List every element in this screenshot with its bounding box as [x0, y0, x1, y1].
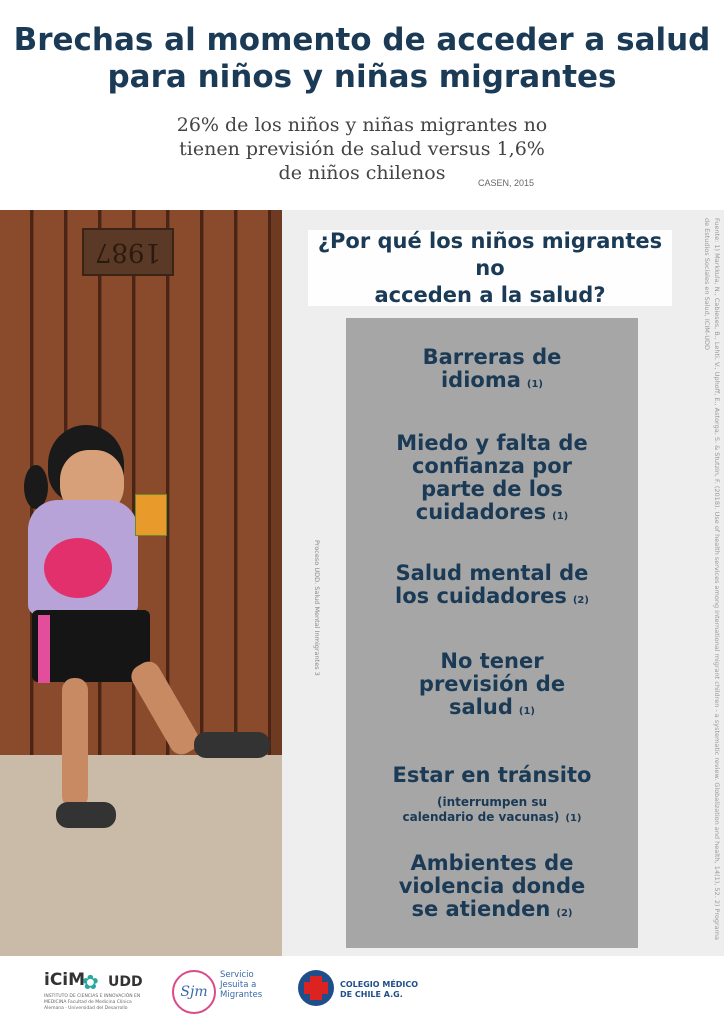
reason-text: violencia donde	[398, 874, 586, 898]
cross-horizontal	[304, 982, 328, 994]
reason-text: No tener	[440, 649, 544, 673]
colmed-line: DE CHILE A.G.	[340, 990, 403, 999]
question-box	[308, 230, 672, 306]
footer	[0, 956, 724, 1024]
colegio-medico-text	[340, 980, 418, 1000]
page-title	[0, 22, 724, 96]
reason-reference: (2)	[572, 595, 589, 606]
reason-item	[346, 346, 638, 396]
reason-reference: (1)	[552, 511, 569, 522]
reason-subtext-line: calendario de vacunas)	[402, 810, 560, 824]
source-citation: CASEN, 2015	[478, 178, 535, 188]
reason-text: los cuidadores	[395, 584, 567, 608]
reason-item	[346, 650, 638, 723]
photo-credit: Proceso UDD. Salud Mental Inmigrantes 3	[313, 540, 321, 676]
door-plank	[204, 210, 237, 770]
reason-reference: (2)	[556, 908, 573, 919]
door-number: 1987	[82, 228, 174, 276]
reason-text: salud	[449, 695, 513, 719]
juice-box	[135, 494, 167, 536]
references: Fuente: 1) Markkula, N., Cabieses, B., Lehti, V., Uphoff, E., Astorga, S. & Stutzin, F. (2018). Use of health services among international migrant children - a systematic review. Globalization and health, 14(1), 52. 2) Programa de Estudios Sociales en Salud, ICIM-UDD	[703, 218, 721, 940]
subtitle-line-3: de niños chilenos	[278, 162, 446, 184]
reason-text: cuidadores	[415, 500, 547, 524]
reason-text: confianza por	[411, 454, 573, 478]
reason-text: parte de los	[421, 477, 563, 501]
door-background	[0, 210, 282, 956]
subtitle-line-1: 26% de los niños y niñas migrantes no	[176, 114, 548, 136]
girl-shoe	[194, 732, 270, 758]
reason-text: previsión de	[418, 672, 566, 696]
reason-text: Salud mental de	[395, 561, 589, 585]
reason-reference: (1)	[518, 706, 535, 717]
clover-icon: ✿	[82, 970, 99, 994]
sjm-logo-text	[220, 970, 292, 1000]
title-line-1: Brechas al momento de acceder a salud	[13, 22, 711, 58]
reason-text: Barreras de	[422, 345, 562, 369]
colegio-medico-logo	[298, 970, 438, 1012]
sjm-line: Migrantes	[220, 990, 263, 1000]
udd-logo-text: UDD	[108, 974, 143, 990]
colmed-line: COLEGIO MÉDICO	[340, 980, 419, 989]
icim-subtitle: INSTITUTO DE CIENCIAS E INNOVACIÓN EN MEDICINA Facultad de Medicina Clínica Alemana · Universidad del Desarrollo	[44, 994, 141, 1011]
reason-text: idioma	[440, 368, 521, 392]
ground	[0, 755, 282, 956]
sjm-line: Jesuita a	[220, 980, 257, 990]
sjm-line: Servicio	[220, 970, 254, 980]
shorts-trim	[38, 615, 50, 683]
reason-text: Miedo y falta de	[396, 431, 588, 455]
question-line-1: ¿Por qué los niños migrantes no	[317, 228, 663, 280]
sjm-logo	[172, 964, 292, 1020]
pink-ball	[44, 538, 112, 598]
medical-cross-icon	[298, 970, 334, 1006]
reason-item	[346, 432, 638, 528]
reason-reference: (1)	[565, 813, 582, 824]
title-line-2: para niños y niñas migrantes	[107, 59, 617, 95]
question-line-2: acceden a la salud?	[374, 282, 606, 307]
subtitle-line-2: tienen previsión de salud versus 1,6%	[179, 138, 545, 160]
reasons-panel	[346, 318, 638, 948]
photo-section	[0, 210, 724, 956]
girl-shoe	[56, 802, 116, 828]
reason-text: se atienden	[411, 897, 551, 921]
icim-logo-text: iCiM	[44, 970, 86, 990]
reason-subtext	[346, 795, 638, 826]
question-heading	[308, 228, 672, 309]
girl-leg	[62, 678, 88, 808]
subtitle	[120, 113, 604, 185]
reason-item	[346, 562, 638, 612]
reason-item	[346, 764, 638, 826]
reason-subtext-line: (interrumpen su	[436, 795, 548, 809]
icim-udd-logo	[40, 970, 150, 1020]
door-plank	[170, 210, 203, 770]
door-plank	[238, 210, 271, 770]
sjm-mark-icon: Sjm	[172, 970, 216, 1014]
reason-text: Ambientes de	[410, 851, 574, 875]
reason-item	[346, 852, 638, 925]
reason-reference: (1)	[526, 379, 544, 390]
reason-text: Estar en tránsito	[392, 763, 592, 787]
